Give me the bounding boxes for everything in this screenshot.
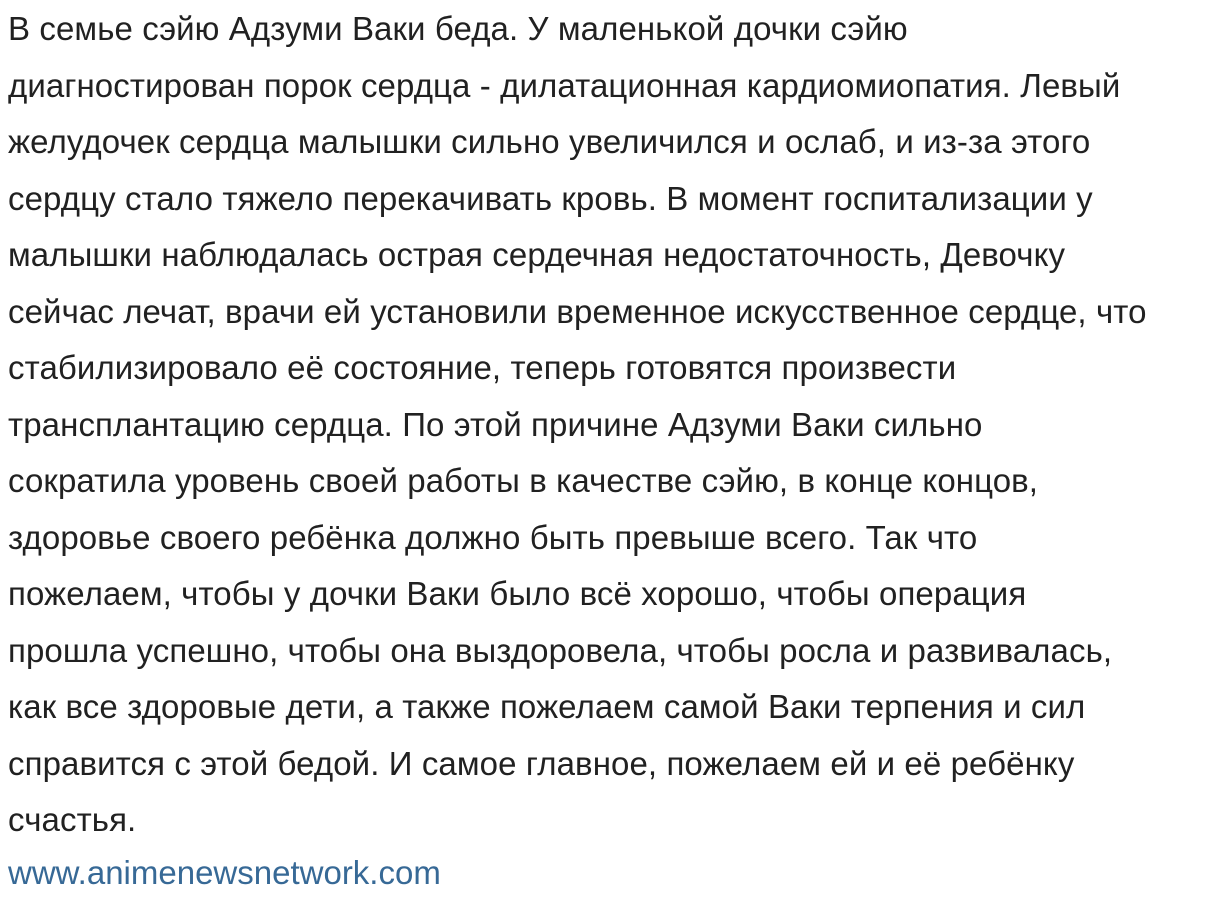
paragraph-line: сейчас лечат, врачи ей установили временное искусственное сердце, что bbox=[8, 292, 1147, 330]
paragraph-line: малышки наблюдалась острая сердечная недостаточность, Девочку bbox=[8, 236, 1066, 273]
paragraph-line: пожелаем, чтобы у дочки Ваки было всё хорошо, чтобы операция bbox=[8, 575, 1027, 612]
paragraph-line: счастья. bbox=[8, 801, 137, 838]
source-link[interactable]: www.animenewsnetwork.com bbox=[8, 853, 441, 891]
paragraph-line: трансплантацию сердца. По этой причине Адзуми Ваки сильно bbox=[8, 405, 983, 443]
paragraph-line: справится с этой бедой. И самое главное, пожелаем ей и её ребёнку bbox=[8, 744, 1075, 782]
paragraph-line: как все здоровые дети, а также пожелаем самой Ваки терпения и сил bbox=[8, 688, 1086, 725]
paragraph-line: диагностирован порок сердца - дилатационная кардиомиопатия. Левый bbox=[8, 66, 1121, 104]
article-paragraph bbox=[8, 1, 1211, 849]
paragraph-line: прошла успешно, чтобы она выздоровела, чтобы росла и развивалась, bbox=[8, 631, 1113, 669]
paragraph-line: здоровье своего ребёнка должно быть превыше всего. Так что bbox=[8, 518, 978, 556]
paragraph-line: сердцу стало тяжело перекачивать кровь. В момент госпитализации у bbox=[8, 179, 1093, 217]
paragraph-line: желудочек сердца малышки сильно увеличился и ослаб, и из-за этого bbox=[8, 123, 1091, 160]
paragraph-line: сократила уровень своей работы в качестве сэйю, в конце концов, bbox=[8, 462, 1039, 499]
paragraph-line: В семье сэйю Адзуми Ваки беда. У маленькой дочки сэйю bbox=[8, 10, 908, 47]
paragraph-line: стабилизировало её состояние, теперь готовятся произвести bbox=[8, 349, 957, 386]
